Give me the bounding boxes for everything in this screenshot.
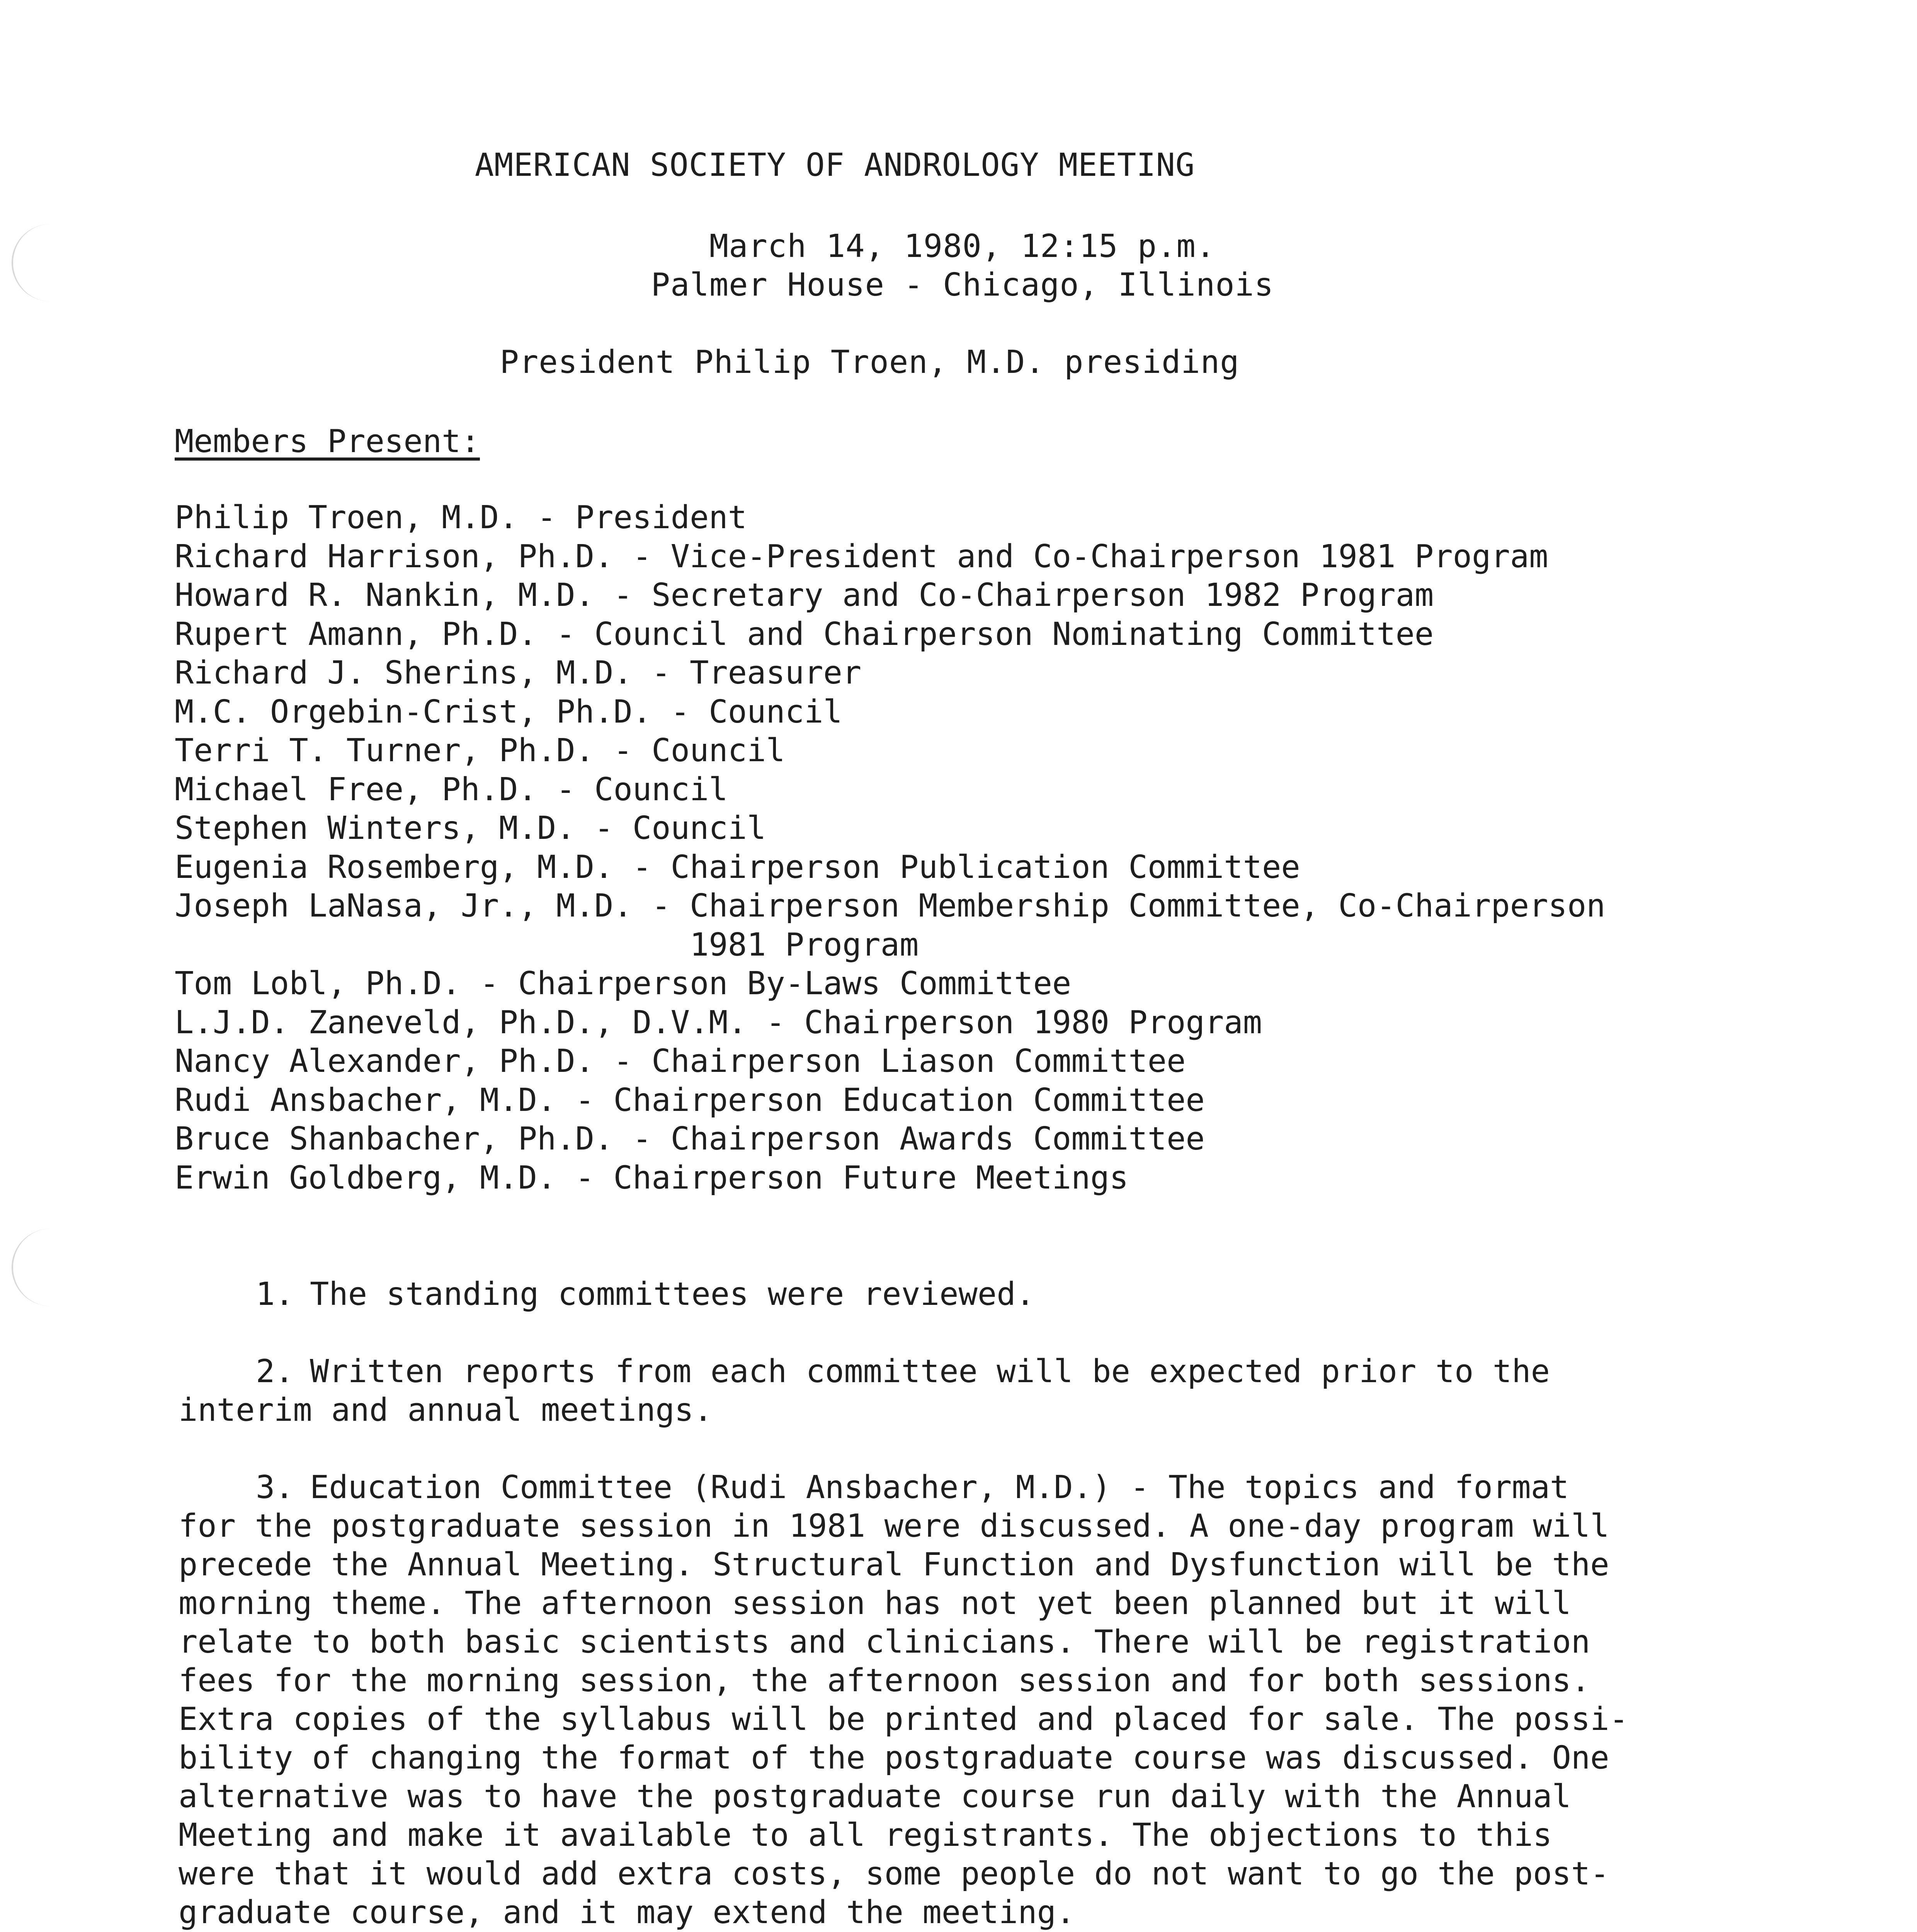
- member-entry: Rudi Ansbacher, M.D. - Chairperson Education Committee: [175, 1082, 1205, 1119]
- member-entry: Erwin Goldberg, M.D. - Chairperson Future Meetings: [175, 1159, 1129, 1196]
- meeting-location: Palmer House - Chicago, Illinois: [651, 267, 1274, 303]
- punch-hole-mark: [12, 1229, 56, 1306]
- members-present-heading: Members Present:: [175, 423, 480, 460]
- item-number: 1.: [256, 1276, 294, 1313]
- member-entry: Terri T. Turner, Ph.D. - Council: [175, 732, 785, 769]
- member-entry: Nancy Alexander, Ph.D. - Chairperson Liason Committee: [175, 1043, 1186, 1080]
- item-number: 2.: [256, 1353, 294, 1390]
- member-entry: Richard J. Sherins, M.D. - Treasurer: [175, 655, 862, 691]
- member-entry: Bruce Shanbacher, Ph.D. - Chairperson Awards Committee: [175, 1121, 1205, 1157]
- minutes-item-2: [179, 1352, 1771, 1430]
- member-entry-continuation: 1981 Program: [175, 926, 919, 963]
- minutes-item-3: [179, 1468, 1771, 1932]
- item-text-line: for the postgraduate session in 1981 were discussed. A one-day program will: [179, 1508, 1609, 1544]
- member-entry: Howard R. Nankin, M.D. - Secretary and Co-Chairperson 1982 Program: [175, 577, 1434, 614]
- item-text-line: graduate course, and it may extend the meeting.: [179, 1894, 1075, 1931]
- item-text-line: were that it would add extra costs, some people do not want to go the post-: [179, 1855, 1609, 1892]
- minutes-item-1: [179, 1275, 1771, 1314]
- member-entry: Joseph LaNasa, Jr., M.D. - Chairperson Membership Committee, Co-Chairperson: [175, 888, 1606, 924]
- item-text-line: Meeting and make it available to all registrants. The objections to this: [179, 1817, 1552, 1854]
- member-entry: Michael Free, Ph.D. - Council: [175, 771, 728, 808]
- item-text-line: bility of changing the format of the postgraduate course was discussed. One: [179, 1740, 1609, 1776]
- member-entry: Philip Troen, M.D. - President: [175, 499, 747, 536]
- document-title: AMERICAN SOCIETY OF ANDROLOGY MEETING: [475, 147, 1195, 184]
- meeting-date-time: March 14, 1980, 12:15 p.m.: [709, 228, 1216, 265]
- item-text-line: interim and annual meetings.: [179, 1392, 713, 1429]
- member-entry: Tom Lobl, Ph.D. - Chairperson By-Laws Committee: [175, 965, 1072, 1002]
- item-text-line: Extra copies of the syllabus will be printed and placed for sale. The possi-: [179, 1701, 1628, 1738]
- item-text-line: fees for the morning session, the afternoon session and for both sessions.: [179, 1662, 1590, 1699]
- item-text-line: Written reports from each committee will be expected prior to the: [310, 1353, 1550, 1390]
- member-entry: L.J.D. Zaneveld, Ph.D., D.V.M. - Chairperson 1980 Program: [175, 1004, 1262, 1041]
- member-entry: Eugenia Rosemberg, M.D. - Chairperson Publication Committee: [175, 849, 1300, 886]
- item-text-line: Education Committee (Rudi Ansbacher, M.D.) - The topics and format: [310, 1469, 1569, 1506]
- presiding-line: President Philip Troen, M.D. presiding: [500, 344, 1240, 381]
- member-entry: Rupert Amann, Ph.D. - Council and Chairperson Nominating Committee: [175, 616, 1434, 653]
- member-entry: M.C. Orgebin-Crist, Ph.D. - Council: [175, 693, 842, 730]
- members-list: [175, 498, 1606, 1197]
- item-text-line: relate to both basic scientists and clinicians. There will be registration: [179, 1624, 1590, 1660]
- item-text-line: morning theme. The afternoon session has not yet been planned but it will: [179, 1585, 1571, 1622]
- member-entry: Richard Harrison, Ph.D. - Vice-President and Co-Chairperson 1981 Program: [175, 538, 1548, 575]
- member-entry: Stephen Winters, M.D. - Council: [175, 810, 766, 847]
- item-text-line: The standing committees were reviewed.: [310, 1276, 1035, 1313]
- item-text-line: alternative was to have the postgraduate course run daily with the Annual: [179, 1778, 1571, 1815]
- item-number: 3.: [256, 1469, 294, 1506]
- item-text-line: precede the Annual Meeting. Structural Function and Dysfunction will be the: [179, 1546, 1609, 1583]
